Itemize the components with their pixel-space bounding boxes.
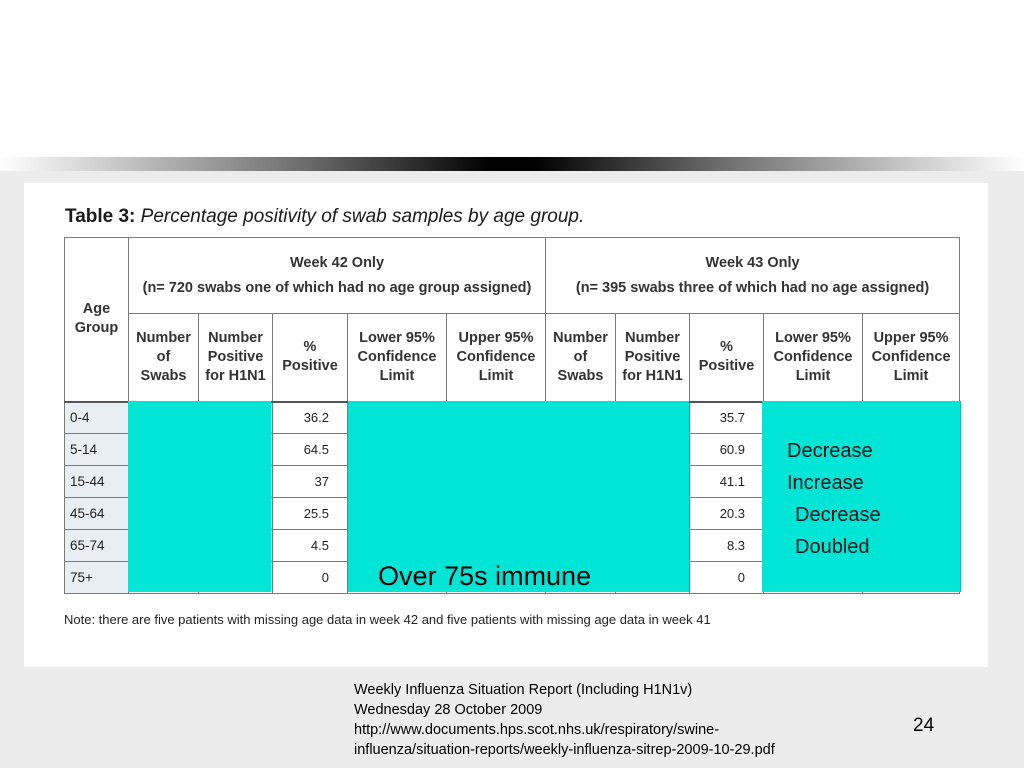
annotation-decrease: Decrease xyxy=(787,440,873,462)
w42-percent-cell: 36.2 xyxy=(273,402,348,434)
annotation-over-75s: Over 75s immune xyxy=(378,561,592,591)
w43-percent-cell: 0 xyxy=(690,562,764,594)
source-citation xyxy=(354,680,775,760)
header-rule xyxy=(0,157,1024,171)
week43-header xyxy=(546,238,960,314)
age-cell: 65-74 xyxy=(65,530,129,562)
week42-subtitle: (n= 720 swabs one of which had no age group assigned) xyxy=(142,279,532,296)
source-url-line: http://www.documents.hps.scot.nhs.uk/respiratory/swine- xyxy=(354,722,720,738)
w42-percent-cell: 25.5 xyxy=(273,498,348,530)
w42-lower-ci-header: Lower 95% Confidence Limit xyxy=(348,314,447,402)
source-url-line: influenza/situation-reports/weekly-influenza-sitrep-2009-10-29.pdf xyxy=(354,742,775,758)
overlay-week42-counts xyxy=(128,401,271,592)
w43-percent-cell: 35.7 xyxy=(690,402,764,434)
w43-percent-cell: 60.9 xyxy=(690,434,764,466)
w42-percent-cell: 64.5 xyxy=(273,434,348,466)
w43-upper-ci-header: Upper 95% Confidence Limit xyxy=(863,314,960,402)
w43-percent-positive-header: % Positive xyxy=(690,314,764,402)
table-note: Note: there are five patients with missing age data in week 42 and five patients with missing age data in week 41 xyxy=(64,612,711,627)
w42-percent-positive-header: % Positive xyxy=(273,314,348,402)
annotation-doubled: Doubled xyxy=(795,536,870,558)
source-line: Weekly Influenza Situation Report (Including H1N1v) xyxy=(354,682,693,698)
age-cell: 5-14 xyxy=(65,434,129,466)
w42-number-of-swabs-header: Number of Swabs xyxy=(129,314,199,402)
table-title: Table 3: Percentage positivity of swab samples by age group. xyxy=(65,206,585,227)
age-cell: 45-64 xyxy=(65,498,129,530)
w43-number-positive-header: Number Positive for H1N1 xyxy=(616,314,690,402)
age-cell: 15-44 xyxy=(65,466,129,498)
w43-lower-ci-header: Lower 95% Confidence Limit xyxy=(764,314,863,402)
age-cell: 75+ xyxy=(65,562,129,594)
w43-number-of-swabs-header: Number of Swabs xyxy=(546,314,616,402)
source-line: Wednesday 28 October 2009 xyxy=(354,702,543,718)
w42-upper-ci-header: Upper 95% Confidence Limit xyxy=(447,314,546,402)
week43-title: Week 43 Only xyxy=(705,254,800,271)
annotation-decrease-2: Decrease xyxy=(795,504,881,526)
week43-subtitle: (n= 395 swabs three of which had no age assigned) xyxy=(575,279,930,296)
w42-percent-cell: 0 xyxy=(273,562,348,594)
w43-percent-cell: 41.1 xyxy=(690,466,764,498)
w43-percent-cell: 20.3 xyxy=(690,498,764,530)
week42-title: Week 42 Only xyxy=(289,254,385,271)
week42-header xyxy=(129,238,546,314)
w43-percent-cell: 8.3 xyxy=(690,530,764,562)
annotation-increase: Increase xyxy=(787,472,864,494)
age-cell: 0-4 xyxy=(65,402,129,434)
w42-percent-cell: 37 xyxy=(273,466,348,498)
age-group-header: Age Group xyxy=(65,238,129,402)
overlay-week43-ci xyxy=(762,401,961,592)
page-number: 24 xyxy=(913,715,935,736)
w42-percent-cell: 4.5 xyxy=(273,530,348,562)
w42-number-positive-header: Number Positive for H1N1 xyxy=(199,314,273,402)
